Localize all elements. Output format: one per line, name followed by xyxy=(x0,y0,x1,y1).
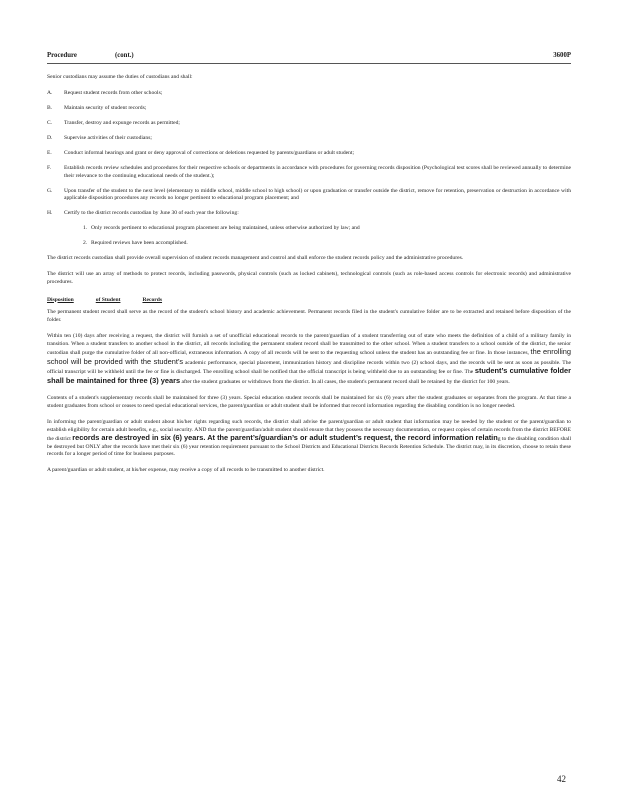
list-item-text: Transfer, destroy and expunge records as permitted; xyxy=(64,120,180,127)
section-heading-part: Disposition xyxy=(47,296,74,303)
page-number: 42 xyxy=(557,774,566,784)
list-marker: A. xyxy=(47,90,53,97)
sub-list-item xyxy=(47,225,571,233)
list-item xyxy=(47,135,571,143)
list-item-text: Request student records from other schools; xyxy=(64,90,163,97)
transfer-text: academic performance, special placement, immunization history and discipline records within two (2) school days, and the records will be sent as soon as possible. The official transcript will be withheld until the fee or fine is discharged. The enrolling school shall be notified that the official transcript is being withheld due to an outstanding fee or fine. The xyxy=(47,359,571,376)
list-item-text: Maintain security of student records; xyxy=(64,105,147,112)
list-item-text: Establish records review schedules and procedures for their respective schools or departments in accordance with procedures for governing records disposition (Psychological test scores shall be reviewed annually to determine their relevance to the continuing educational needs of the student.); xyxy=(64,165,571,179)
sub-list-marker: 1. xyxy=(83,225,88,232)
section-heading-part: of Student xyxy=(95,296,121,303)
header-rule xyxy=(47,63,571,64)
list-item xyxy=(47,210,571,218)
list-marker: F. xyxy=(47,165,52,172)
list-item xyxy=(47,120,571,128)
permanent-record-paragraph: The permanent student record shall serve as the record of the student's school history and academic achievement. Permanent records filed in the student's cumulative folder are to be extracted and retained before disposition of the folder. xyxy=(47,309,571,323)
list-item xyxy=(47,188,571,203)
list-item xyxy=(47,165,571,180)
header-policy-code: 3600P xyxy=(553,52,571,59)
sub-list-marker: 2. xyxy=(83,240,88,247)
transfer-text: after the student graduates or withdraws from the district. In all cases, the student's permanent record shall be retained by the district for 100 years. xyxy=(181,378,510,385)
list-marker: C. xyxy=(47,120,53,127)
transfer-text: Within ten (10) days after receiving a request, the district will furnish a set of unofficial educational records to the parent/guardian of a student transferring out of state who meets the definition of a child of a military family in transition. When a student transfers to another school in the district, all records including the permanent student record shall be transmitted to the other school. When a student transfers to a school outside of the district, the senior custodian shall purge the cumulative folder of all non-official, extraneous information. A copy of all records will be sent to the requesting school xyxy=(47,332,571,357)
list-item-text: Certify to the district records custodian by June 30 of each year the following: xyxy=(64,210,239,217)
list-marker: D. xyxy=(47,135,53,142)
methods-paragraph: The district will use an array of methods to protect records, including passwords, physical controls (such as locked cabinets), technological controls (such as role-based access controls for electronic records) and administrative procedures. xyxy=(47,271,571,285)
list-marker: H. xyxy=(47,210,53,217)
list-item xyxy=(47,90,571,98)
informing-paragraph xyxy=(47,419,571,459)
intro-paragraph: Senior custodians may assume the duties of custodians and shall: xyxy=(47,74,193,80)
list-item xyxy=(47,105,571,113)
sub-list-item-text: Required reviews have been accomplished. xyxy=(91,240,188,247)
list-item-text: Supervise activities of their custodians; xyxy=(64,135,152,142)
list-marker: G. xyxy=(47,187,53,194)
list-item xyxy=(47,150,571,158)
transfer-text: unless the student has an outstanding fee or fine. In those instances, xyxy=(375,350,529,357)
adult-copy-paragraph: A parent/guardian or adult student, at his/her expense, may receive a copy of all records to be transmitted to another district. xyxy=(47,467,325,474)
list-marker: E. xyxy=(47,150,52,157)
transfer-paragraph xyxy=(47,333,571,387)
sub-list-item-text: Only records pertinent to educational program placement are being maintained, unless otherwise authorized by law; and xyxy=(91,225,360,232)
transfer-emphasis: the enrolling school will be provided with the student’s xyxy=(47,347,571,366)
list-item-text: Upon transfer of the student to the next level (elementary to middle school, middle school to high school) or upon graduation or transfer outside the district, remove for retention, preservation or destruction in accordance with applicable disposition procedures any records no longer pertinent to educational program placement; and xyxy=(64,187,571,202)
document-body xyxy=(47,74,571,484)
section-heading xyxy=(47,297,571,305)
informing-text: g xyxy=(497,436,501,443)
header-title: Procedure xyxy=(47,52,77,59)
header-cont: (cont.) xyxy=(115,52,134,59)
list-marker: B. xyxy=(47,105,53,112)
informing-bold-text: records are destroyed in six (6) years. At the parent’s/guardian’s or adult student’s request, the record information relatin xyxy=(72,433,498,443)
sub-list-item xyxy=(47,240,571,248)
list-item-text: Conduct informal hearings and grant or deny approval of corrections or deletions requested by parents/guardians or adult student; xyxy=(64,150,355,157)
section-heading-part: Records xyxy=(142,296,163,303)
transfer-bold-text: student’s cumulative folder shall be maintained for three (3) years xyxy=(47,366,571,385)
contents-paragraph: Contents of a student's supplementary records shall be maintained for three (3) years. Special education student records shall be maintained for six (6) years after the student graduates or separates from the program. At that time a student graduates from school or ceases to need special educational services, the parent/guardian or adult student shall be informed that record information regarding the disabling condition is no longer needed. xyxy=(47,395,571,409)
informing-text: In informing the parent/guardian or adult student about his/her rights regarding such records, the district shall advise the parent/guardian or adult student that information may be needed by the student or the parent/guardian to establish eligibility for certain adult benefits, e.g., social security. AND that the parent/guardian/adult student should ensure that they possess the necessary documentation, or request copies of certain records from the district BEFORE the district xyxy=(47,418,571,443)
custodian-paragraph: The district records custodian shall provide overall supervision of student records management and control and shall enforce the student records policy and the administrative procedures. xyxy=(47,255,464,262)
informing-text: to the disabling condition shall be destroyed but ONLY after the records have met their six (6) year retention requirement pursuant to the School Districts and Educational Districts Records Retention Schedule. The district may, in its discretion, choose to retain these records for a longer period of time for business purposes. xyxy=(47,436,572,458)
